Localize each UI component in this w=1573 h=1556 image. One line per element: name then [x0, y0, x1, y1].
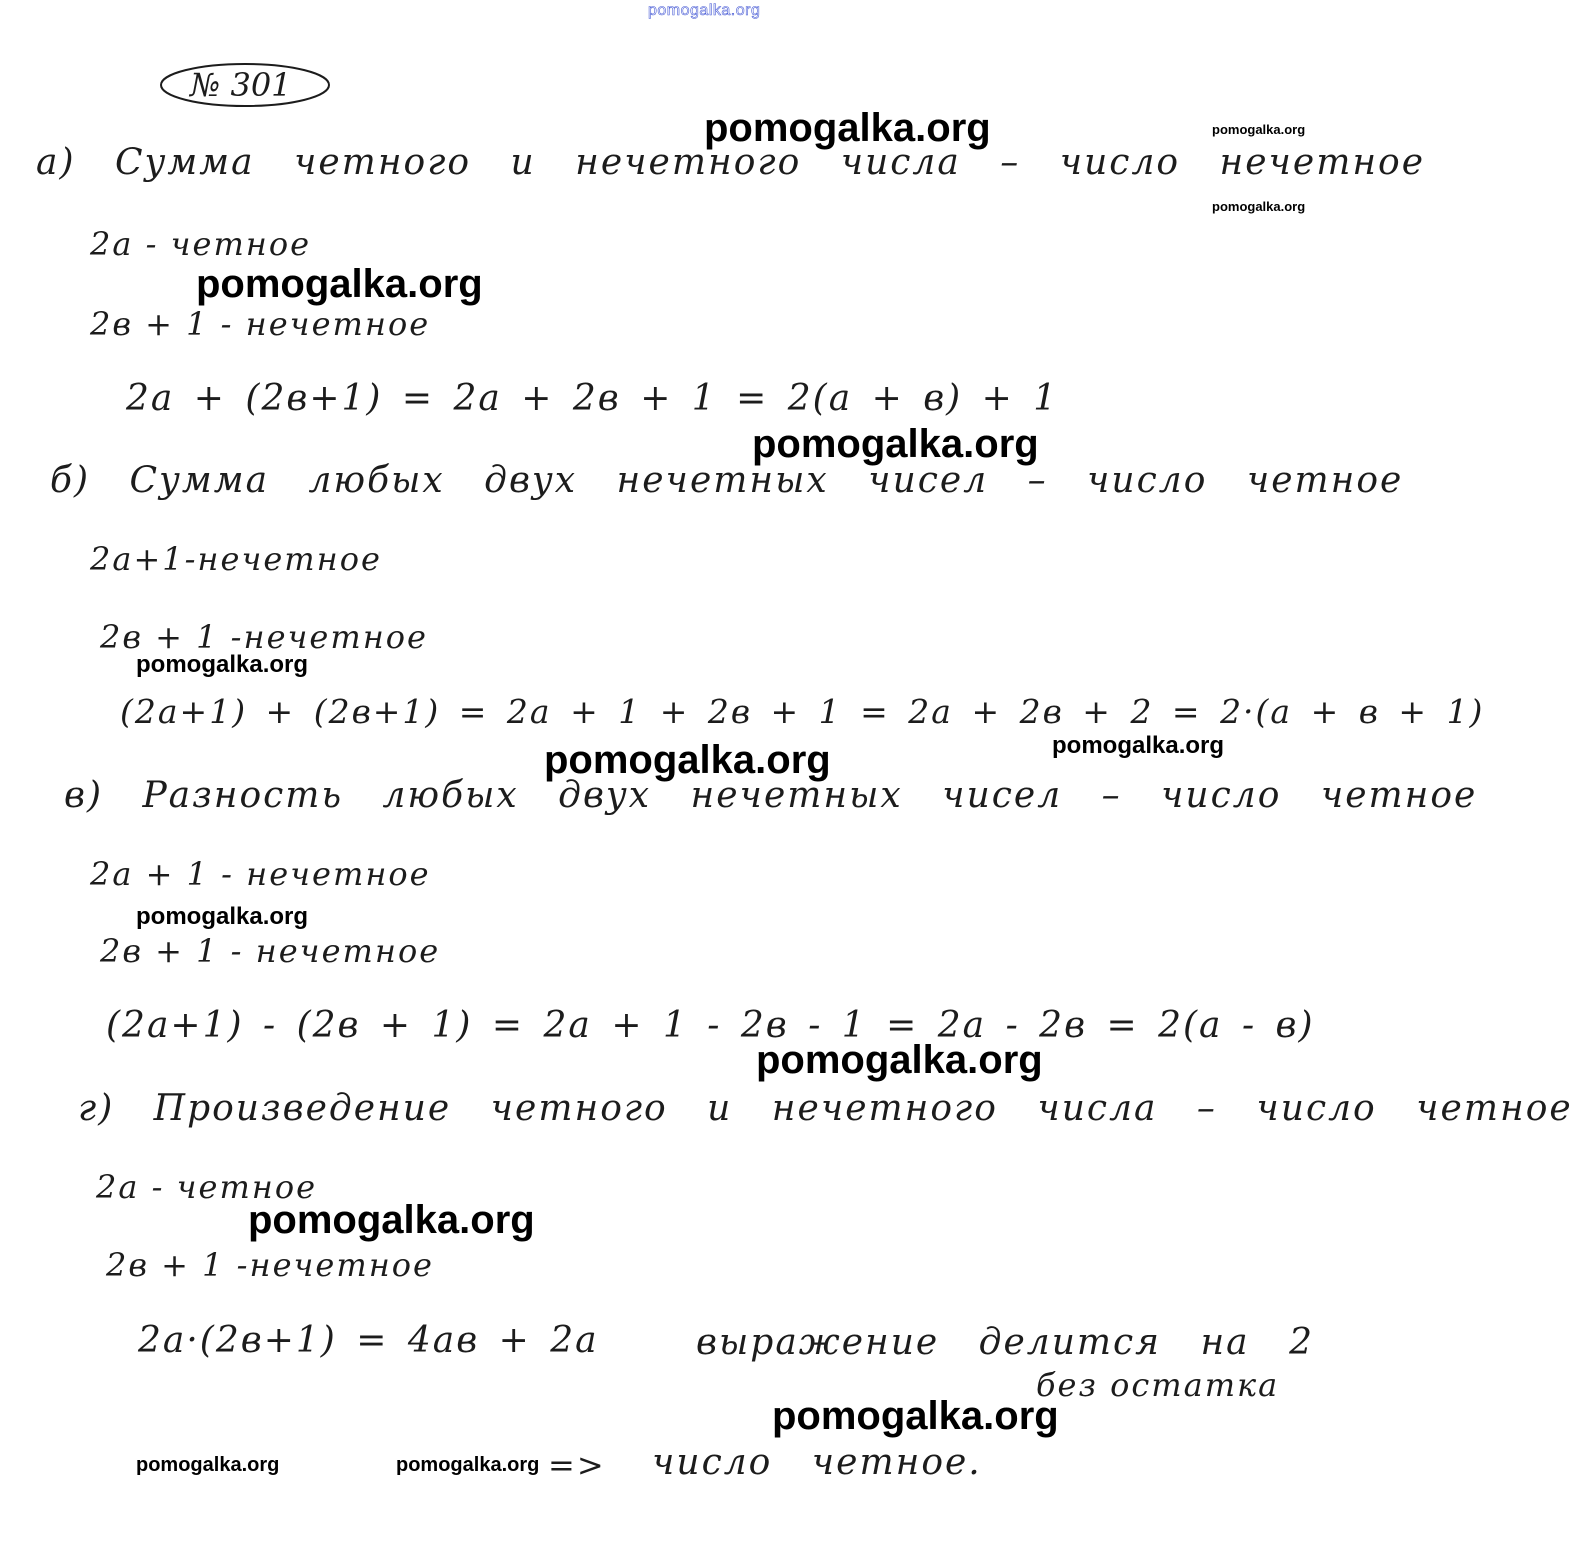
watermark: pomogalka.org	[1212, 199, 1306, 214]
watermark: pomogalka.org	[756, 1038, 1043, 1082]
part-b-line1: 2a+1-нечетное	[90, 540, 382, 578]
part-a-equation: 2a + (2в+1) = 2a + 2в + 1 = 2(a + в) + 1	[126, 378, 1059, 419]
part-b-equation: (2a+1) + (2в+1) = 2a + 1 + 2в + 1 = 2a + 2в + 2 = 2·(a + в + 1)	[120, 692, 1485, 731]
part-g-comment: выражение делится на 2	[696, 1322, 1314, 1363]
part-b-statement: б) Сумма любых двух нечетных чисел – число четное	[50, 460, 1404, 501]
conclusion-arrow: =>	[548, 1446, 606, 1484]
watermark: pomogalka.org	[136, 651, 309, 678]
part-g-comment2: без остатка	[1036, 1366, 1280, 1404]
part-g-line1: 2a - четное	[96, 1168, 318, 1206]
watermark: pomogalka.org	[704, 106, 991, 150]
watermark: pomogalka.org	[396, 1454, 540, 1476]
part-g-equation: 2a·(2в+1) = 4aв + 2a	[138, 1320, 599, 1361]
part-v-line2: 2в + 1 - нечетное	[100, 932, 441, 970]
part-a-line2: 2в + 1 - нечетное	[90, 305, 431, 343]
watermark: pomogalka.org	[136, 1454, 280, 1476]
problem-number: № 301	[190, 66, 292, 104]
part-v-statement: в) Разность любых двух нечетных чисел – число четное	[64, 775, 1478, 816]
watermark: pomogalka.org	[136, 903, 309, 930]
watermark: pomogalka.org	[1052, 732, 1225, 759]
part-v-equation: (2a+1) - (2в + 1) = 2a + 1 - 2в - 1 = 2a - 2в = 2(a - в)	[106, 1005, 1315, 1046]
watermark: pomogalka.org	[196, 262, 483, 306]
part-g-line2: 2в + 1 -нечетное	[106, 1246, 434, 1284]
part-g-conclusion: число четное.	[652, 1442, 982, 1483]
part-b-line2: 2в + 1 -нечетное	[100, 618, 428, 656]
watermark: pomogalka.org	[752, 422, 1039, 466]
watermark: pomogalka.org	[544, 738, 831, 782]
part-v-line1: 2a + 1 - нечетное	[90, 855, 431, 893]
part-a-statement: а) Сумма четного и нечетного числа – число нечетное	[36, 142, 1426, 183]
header-watermark: pomogalka.org	[648, 2, 761, 19]
part-a-line1: 2a - четное	[90, 225, 312, 263]
watermark: pomogalka.org	[1212, 122, 1306, 137]
watermark: pomogalka.org	[772, 1394, 1059, 1438]
watermark: pomogalka.org	[248, 1198, 535, 1242]
part-g-statement: г) Произведение четного и нечетного числа – число четное	[78, 1088, 1573, 1129]
